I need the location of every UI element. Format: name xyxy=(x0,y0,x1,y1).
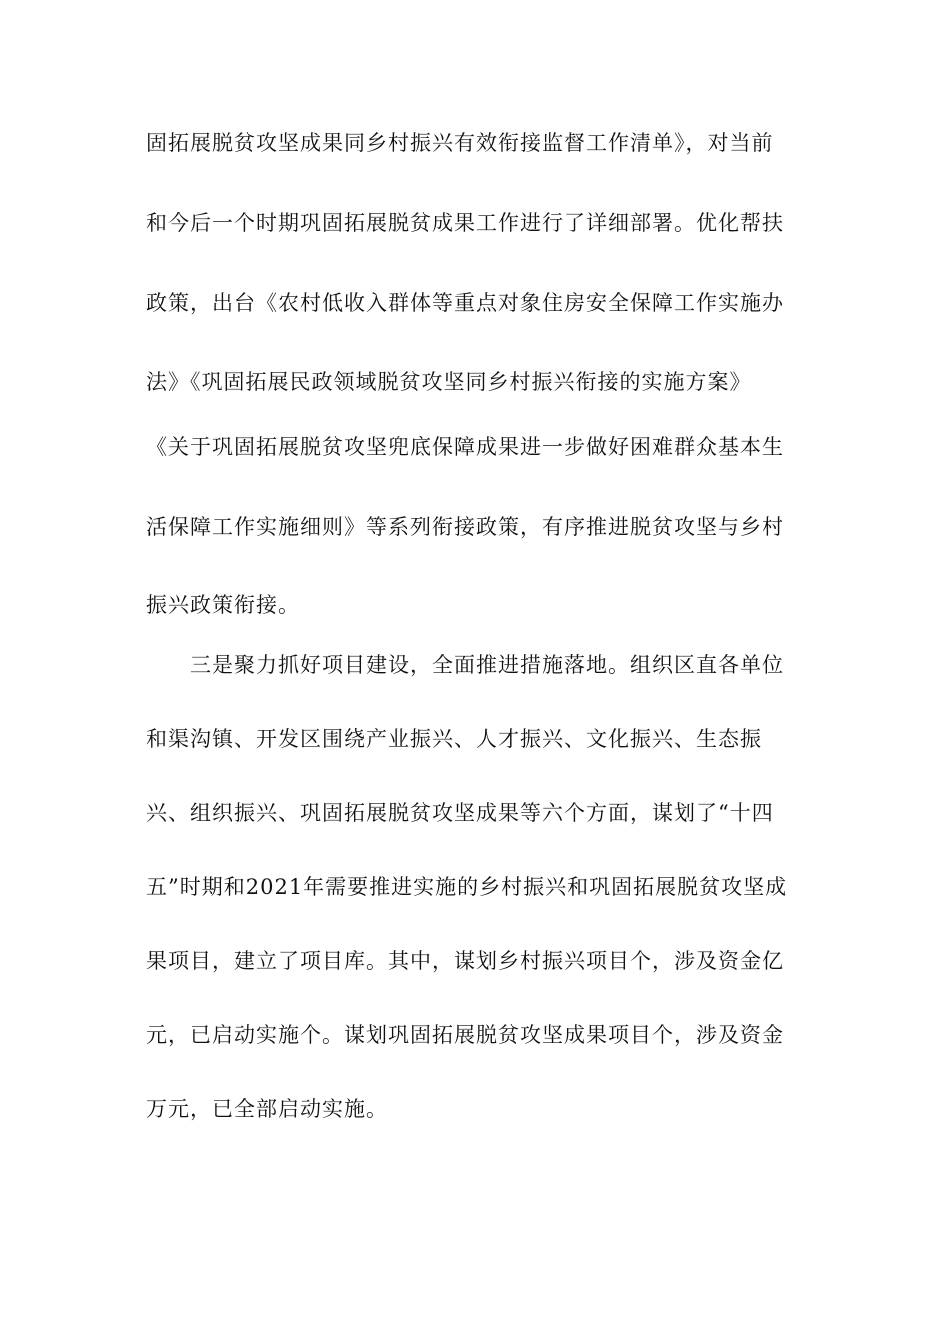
text-line: 元，已启动实施个。谋划巩固拓展脱贫攻坚成果项目个，涉及资金 xyxy=(146,1023,784,1047)
text-line: 活保障工作实施细则》等系列衔接政策，有序推进脱贫攻坚与乡村 xyxy=(146,515,784,539)
text-line: 万元，已全部启动实施。 xyxy=(146,1097,388,1121)
text-line: 兴、组织振兴、巩固拓展脱贫攻坚成果等六个方面，谋划了“十四 xyxy=(146,801,774,825)
text-line: 和渠沟镇、开发区围绕产业振兴、人才振兴、文化振兴、生态振 xyxy=(146,727,762,751)
text-line: 果项目，建立了项目库。其中，谋划乡村振兴项目个，涉及资金亿 xyxy=(146,949,784,973)
text-line: 振兴政策衔接。 xyxy=(146,593,300,617)
text-line: 法》《巩固拓展民政领域脱贫攻坚同乡村振兴衔接的实施方案》 xyxy=(146,370,752,394)
text-line: 和今后一个时期巩固拓展脱贫成果工作进行了详细部署。优化帮扶 xyxy=(146,211,784,235)
text-line: 五”时期和2021年需要推进实施的乡村振兴和巩固拓展脱贫攻坚成 xyxy=(146,875,788,899)
text-line: 固拓展脱贫攻坚成果同乡村振兴有效衔接监督工作清单》，对当前 xyxy=(146,131,774,155)
paragraph-first-line: 三是聚力抓好项目建设，全面推进措施落地。组织区直各单位 xyxy=(190,653,784,677)
text-line: 政策，出台《农村低收入群体等重点对象住房安全保障工作实施办 xyxy=(146,291,784,315)
text-line: 《关于巩固拓展脱贫攻坚兜底保障成果进一步做好困难群众基本生 xyxy=(146,435,784,459)
